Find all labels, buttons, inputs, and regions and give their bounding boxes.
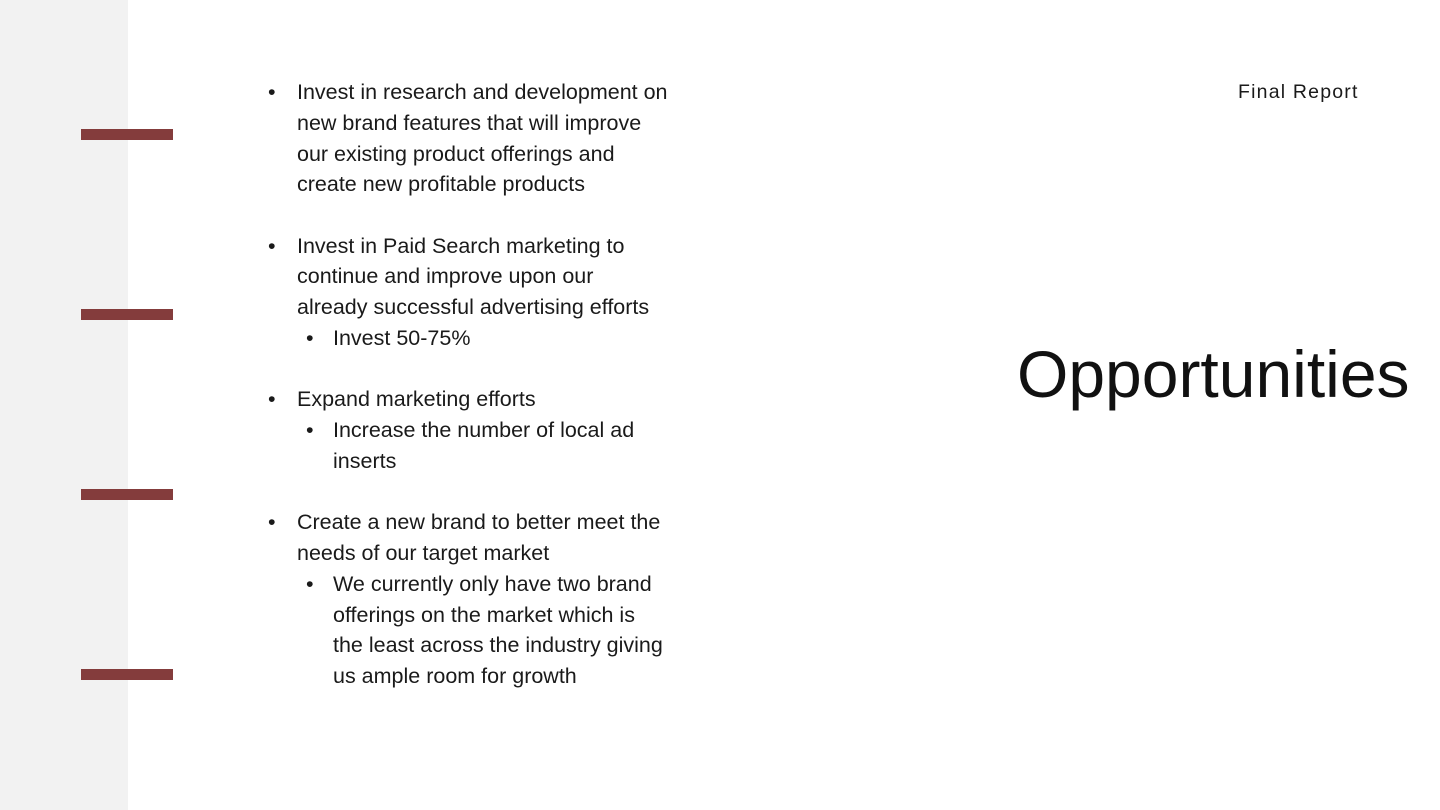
bullet-text: Invest in research and development on new brand features that will improve our existing product offerings and create new profitable products bbox=[297, 80, 668, 197]
accent-marker bbox=[81, 669, 173, 680]
slide-title: Opportunities bbox=[1017, 337, 1410, 411]
bullet-text: Expand marketing efforts bbox=[297, 387, 536, 412]
bullet-text: Create a new brand to better meet the needs of our target market bbox=[297, 510, 661, 566]
accent-marker bbox=[81, 129, 173, 140]
sub-bullet-list bbox=[297, 415, 668, 477]
sub-bullet-item: • We currently only have two brand offerings on the market which is the least across the industry giving us ample room for growth bbox=[297, 569, 668, 692]
accent-marker bbox=[81, 489, 173, 500]
report-label: Final Report bbox=[1238, 81, 1359, 103]
bullet-item bbox=[268, 77, 668, 200]
sub-bullet-item: • Increase the number of local ad inserts bbox=[297, 415, 668, 477]
bullet-item bbox=[268, 384, 668, 476]
bullet-item bbox=[268, 507, 668, 692]
accent-marker bbox=[81, 309, 173, 320]
bullet-item bbox=[268, 231, 668, 354]
bullet-text: Invest in Paid Search marketing to continue and improve upon our already successful advertising efforts bbox=[297, 233, 650, 320]
bullet-list bbox=[268, 77, 668, 723]
sub-bullet-list bbox=[297, 569, 668, 692]
sub-bullet-list bbox=[297, 323, 668, 354]
sub-bullet-item: • Invest 50-75% bbox=[297, 323, 668, 354]
side-panel bbox=[0, 0, 128, 810]
